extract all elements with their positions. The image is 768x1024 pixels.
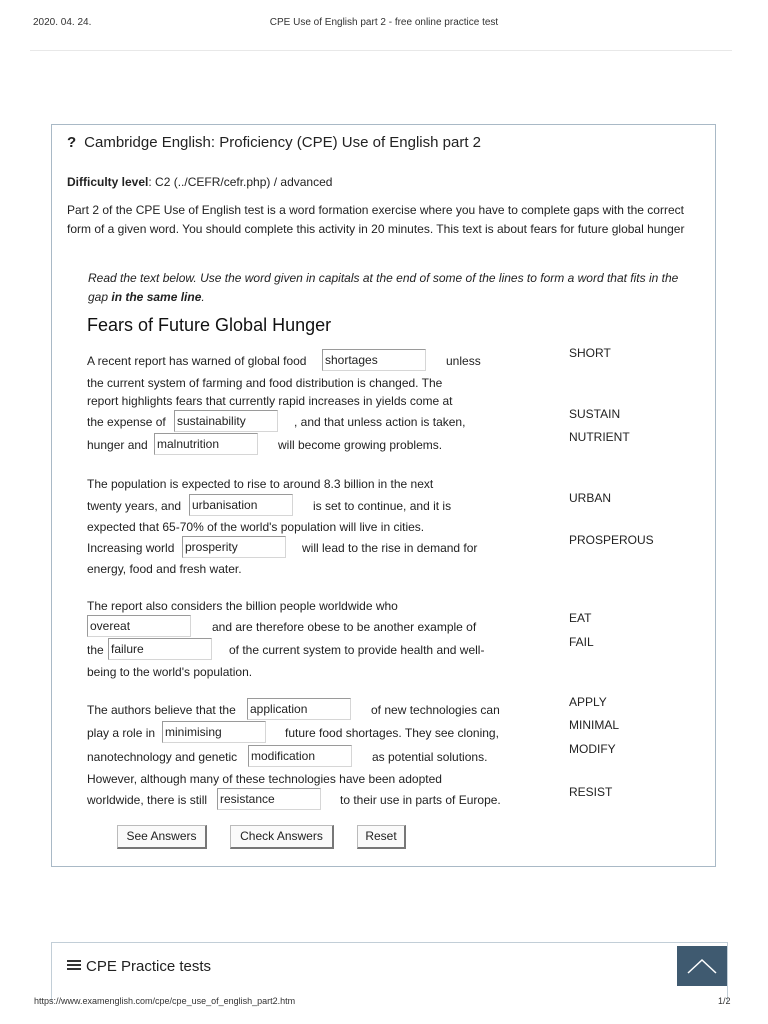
line-text: However, although many of these technologies have been adopted — [87, 772, 442, 786]
line-text: nanotechnology and genetic — [87, 750, 238, 764]
line-text: twenty years, and — [87, 499, 182, 513]
line-text-after: will lead to the rise in demand for — [302, 541, 478, 555]
line-text: The authors believe that the — [87, 703, 236, 717]
exercise-card — [51, 124, 716, 867]
list-icon — [67, 960, 81, 972]
gap-input[interactable]: shortages — [322, 349, 426, 371]
practice-tests-card — [51, 942, 728, 1002]
line-text-after: , and that unless action is taken, — [294, 415, 466, 429]
text-line — [87, 411, 466, 433]
instructions-emphasis: in the same line — [111, 290, 202, 304]
text-line — [87, 473, 433, 495]
line-text-after: and are therefore obese to be another example of — [212, 620, 477, 634]
difficulty-label: Difficulty level — [67, 175, 149, 189]
line-text: the current system of farming and food distribution is changed. The — [87, 376, 443, 390]
check-answers-button[interactable]: Check Answers — [230, 825, 334, 849]
difficulty-level — [67, 175, 332, 189]
text-line — [87, 722, 499, 744]
line-text: hunger and — [87, 438, 148, 452]
keyword-label: URBAN — [569, 491, 612, 505]
card-title-text: Cambridge English: Proficiency (CPE) Use of English part 2 — [84, 134, 482, 151]
line-text-after: future food shortages. They see cloning, — [285, 726, 499, 740]
keyword-label: NUTRIENT — [569, 430, 630, 444]
text-line — [87, 595, 398, 617]
line-text: A recent report has warned of global food — [87, 354, 307, 368]
line-text: report highlights fears that currently rapid increases in yields come at — [87, 394, 453, 408]
line-text-after: is set to continue, and it is — [313, 499, 452, 513]
keyword-label: MINIMAL — [569, 718, 620, 732]
line-text: play a role in — [87, 726, 156, 740]
print-header-date: 2020. 04. 24. — [33, 17, 92, 28]
header-divider — [30, 50, 732, 51]
gap-input[interactable]: failure — [108, 638, 212, 660]
practice-tests-title[interactable] — [67, 958, 211, 975]
instructions-text: Read the text below. Use the word given in capitals at the end of some of the lines to form a word that fits in the gap — [88, 271, 679, 304]
keyword-label: EAT — [569, 611, 592, 625]
text-line — [87, 495, 452, 517]
line-text: worldwide, there is still — [87, 793, 208, 807]
line-text: expected that 65-70% of the world's population will live in cities. — [87, 520, 425, 534]
line-text: The report also considers the billion people worldwide who — [87, 599, 398, 613]
line-text-after: will become growing problems. — [278, 438, 443, 452]
footer-page-number: 1/2 — [718, 996, 731, 1006]
instructions-end: . — [201, 290, 205, 304]
gap-input[interactable]: minimising — [162, 721, 266, 743]
line-text-after: unless — [446, 354, 481, 368]
text-line — [87, 789, 501, 811]
gap-input[interactable]: modification — [248, 745, 352, 767]
line-text: energy, food and fresh water. — [87, 562, 242, 576]
gap-input[interactable]: prosperity — [182, 536, 286, 558]
text-line — [87, 434, 443, 456]
question-icon: ? — [67, 134, 77, 151]
intro-text: Part 2 of the CPE Use of English test is a word formation exercise where you have to complete gaps with the correct form of a given word. You should complete this activity in 20 minutes. This text is about fears for future global hunger — [67, 203, 685, 236]
gap-input[interactable]: sustainability — [174, 410, 278, 432]
line-text: the — [87, 643, 104, 657]
text-line — [87, 350, 481, 372]
text-line — [87, 768, 442, 790]
gap-input[interactable]: urbanisation — [189, 494, 293, 516]
keyword-label: RESIST — [569, 785, 613, 799]
instructions — [88, 269, 688, 307]
keyword-label: SUSTAIN — [569, 407, 621, 421]
keyword-label: FAIL — [569, 635, 594, 649]
text-line — [87, 639, 485, 661]
line-text: Increasing world — [87, 541, 175, 555]
text-line — [87, 661, 252, 683]
scroll-to-top-button[interactable] — [677, 946, 727, 986]
reset-button[interactable]: Reset — [357, 825, 406, 849]
print-header-title: CPE Use of English part 2 - free online practice test — [269, 17, 499, 28]
line-text-after: as potential solutions. — [372, 750, 488, 764]
line-text: being to the world's population. — [87, 665, 253, 679]
card-title — [67, 134, 481, 151]
keyword-label: SHORT — [569, 346, 611, 360]
text-line — [87, 390, 453, 412]
keyword-label: APPLY — [569, 695, 607, 709]
line-text: The population is expected to rise to around 8.3 billion in the next — [87, 477, 434, 491]
see-answers-button[interactable]: See Answers — [117, 825, 207, 849]
gap-input[interactable]: overeat — [87, 615, 191, 637]
text-line — [87, 558, 242, 580]
gap-input[interactable]: malnutrition — [154, 433, 258, 455]
keyword-label: PROSPEROUS — [569, 533, 654, 547]
line-text-after: of new technologies can — [371, 703, 500, 717]
footer-url: https://www.examenglish.com/cpe/cpe_use_of_english_part2.htm — [34, 996, 296, 1006]
text-line — [87, 516, 424, 538]
line-text: the expense of — [87, 415, 166, 429]
chevron-up-icon — [677, 946, 727, 986]
difficulty-value: : C2 (../CEFR/cefr.php) / advanced — [148, 175, 333, 189]
line-text-after: of the current system to provide health and well- — [229, 643, 485, 657]
gap-input[interactable]: resistance — [217, 788, 321, 810]
line-text-after: to their use in parts of Europe. — [340, 793, 501, 807]
text-line — [87, 746, 488, 768]
keyword-label: MODIFY — [569, 742, 616, 756]
practice-tests-label: CPE Practice tests — [86, 958, 212, 975]
text-line — [87, 699, 500, 721]
gap-input[interactable]: application — [247, 698, 351, 720]
exercise-title: Fears of Future Global Hunger — [87, 315, 332, 335]
text-line — [87, 537, 478, 559]
